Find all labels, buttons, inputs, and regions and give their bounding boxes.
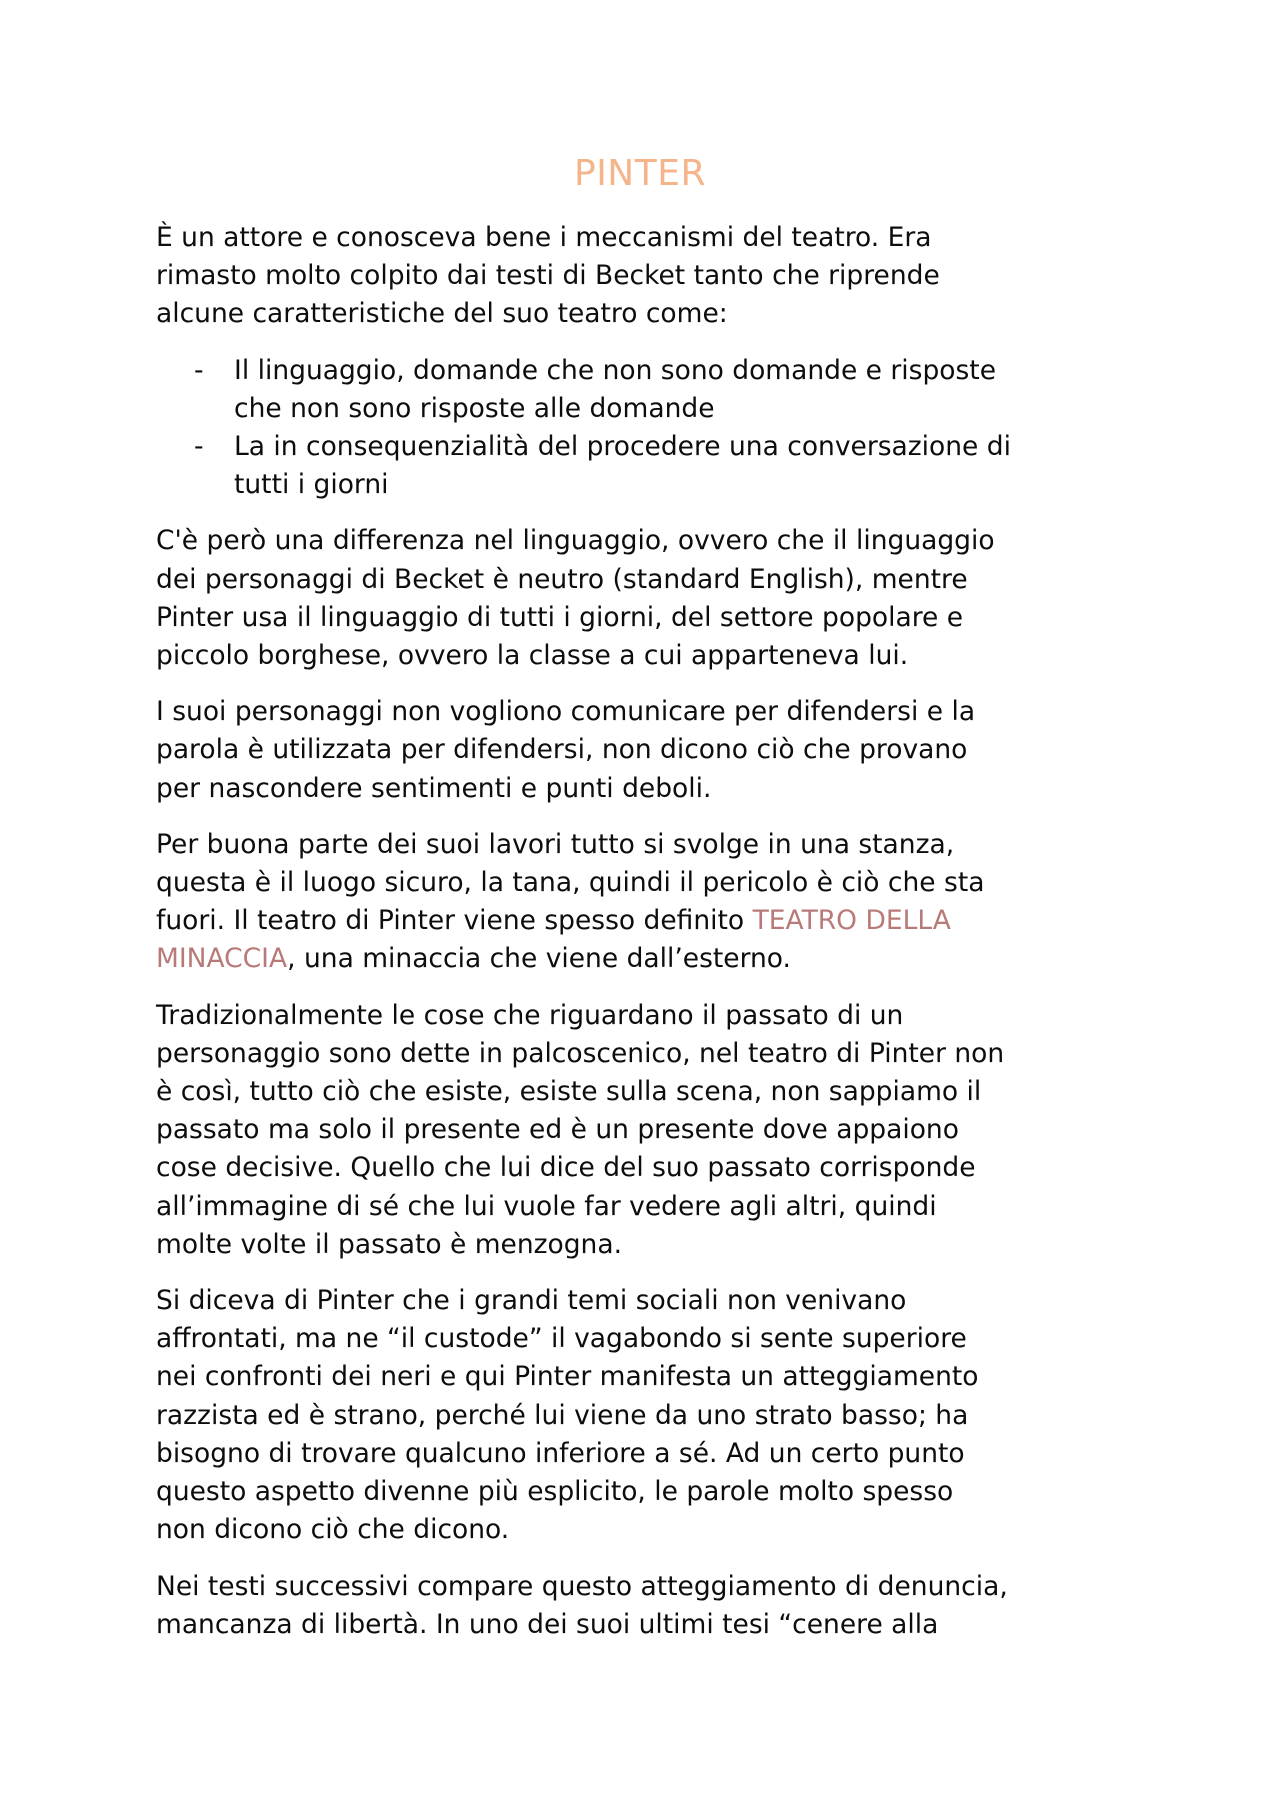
text-line: Tradizionalmente le cose che riguardano il passato di un [156, 999, 904, 1031]
text-line: per nascondere sentimenti e punti deboli. [156, 772, 712, 804]
text-line: affrontati, ma ne “il custode” il vagabondo si sente superiore [156, 1323, 967, 1355]
text-line: molte volte il passato è menzogna. [156, 1228, 623, 1260]
text-line: che non sono risposte alle domande [234, 392, 715, 424]
list-item [156, 428, 1156, 504]
document-title: PINTER [573, 153, 706, 194]
text-line: passato ma solo il presente ed è un presente dove appaiono [156, 1114, 959, 1146]
text-line: C'è però una differenza nel linguaggio, ovvero che il linguaggio [156, 525, 995, 557]
text-span: , una minaccia che viene dall’esterno. [287, 943, 791, 975]
text-line: I suoi personaggi non vogliono comunicare per difendersi e la [156, 696, 976, 728]
text-line: questo aspetto divenne più esplicito, le parole molto spesso [156, 1476, 954, 1508]
document-body [156, 219, 1156, 1662]
text-line: Nei testi successivi compare questo atteggiamento di denuncia, [156, 1570, 1008, 1602]
text-line [156, 940, 1156, 978]
dash-bullet-icon: - [194, 354, 204, 386]
text-line: La in consequenzialità del procedere una conversazione di [234, 431, 1011, 463]
text-line: dei personaggi di Becket è neutro (standard English), mentre [156, 563, 968, 595]
text-line: parola è utilizzata per difendersi, non dicono ciò che provano [156, 734, 968, 766]
text-line [156, 902, 1156, 940]
text-line: nei confronti dei neri e qui Pinter manifesta un atteggiamento [156, 1361, 979, 1393]
text-line: personaggio sono dette in palcoscenico, nel teatro di Pinter non [156, 1037, 1005, 1069]
bullet-list [156, 352, 1156, 505]
dash-bullet-icon: - [194, 431, 204, 463]
paragraph-language [156, 522, 1156, 675]
text-line: rimasto molto colpito dai testi di Becket tanto che riprende [156, 260, 940, 292]
text-line: È un attore e conosceva bene i meccanismi del teatro. Era [156, 222, 932, 253]
paragraph-social-themes [156, 1282, 1156, 1549]
text-line: mancanza di libertà. In uno dei suoi ultimi tesi “cenere alla [156, 1608, 939, 1640]
text-line: tutti i giorni [234, 469, 389, 501]
paragraph-characters [156, 693, 1156, 808]
list-item [156, 352, 1156, 428]
text-line: Si diceva di Pinter che i grandi temi sociali non venivano [156, 1285, 907, 1317]
text-line: Il linguaggio, domande che non sono domande e risposte [234, 354, 997, 386]
text-line: è così, tutto ciò che esiste, esiste sulla scena, non sappiamo il [156, 1076, 982, 1108]
paragraph-menace [156, 826, 1156, 979]
text-line: all’immagine di sé che lui vuole far vedere agli altri, quindi [156, 1190, 937, 1222]
text-line: piccolo borghese, ovvero la classe a cui apparteneva lui. [156, 640, 909, 672]
text-line: Pinter usa il linguaggio di tutti i giorni, del settore popolare e [156, 601, 964, 633]
text-span: fuori. Il teatro di Pinter viene spesso definito [156, 905, 753, 937]
text-line: bisogno di trovare qualcuno inferiore a sé. Ad un certo punto [156, 1437, 965, 1469]
paragraph-later-texts [156, 1568, 1156, 1644]
highlighted-term: TEATRO DELLA [752, 905, 951, 937]
text-line: non dicono ciò che dicono. [156, 1514, 510, 1546]
text-line: razzista ed è strano, perché lui viene da uno strato basso; ha [156, 1399, 969, 1431]
text-line: cose decisive. Quello che lui dice del suo passato corrisponde [156, 1152, 976, 1184]
paragraph-intro [156, 219, 1156, 334]
text-line: Per buona parte dei suoi lavori tutto si svolge in una stanza, [156, 828, 955, 860]
text-line: questa è il luogo sicuro, la tana, quindi il pericolo è ciò che sta [156, 867, 985, 899]
text-line: alcune caratteristiche del suo teatro come: [156, 298, 728, 330]
paragraph-past [156, 997, 1156, 1264]
highlighted-term: MINACCIA [156, 943, 288, 975]
